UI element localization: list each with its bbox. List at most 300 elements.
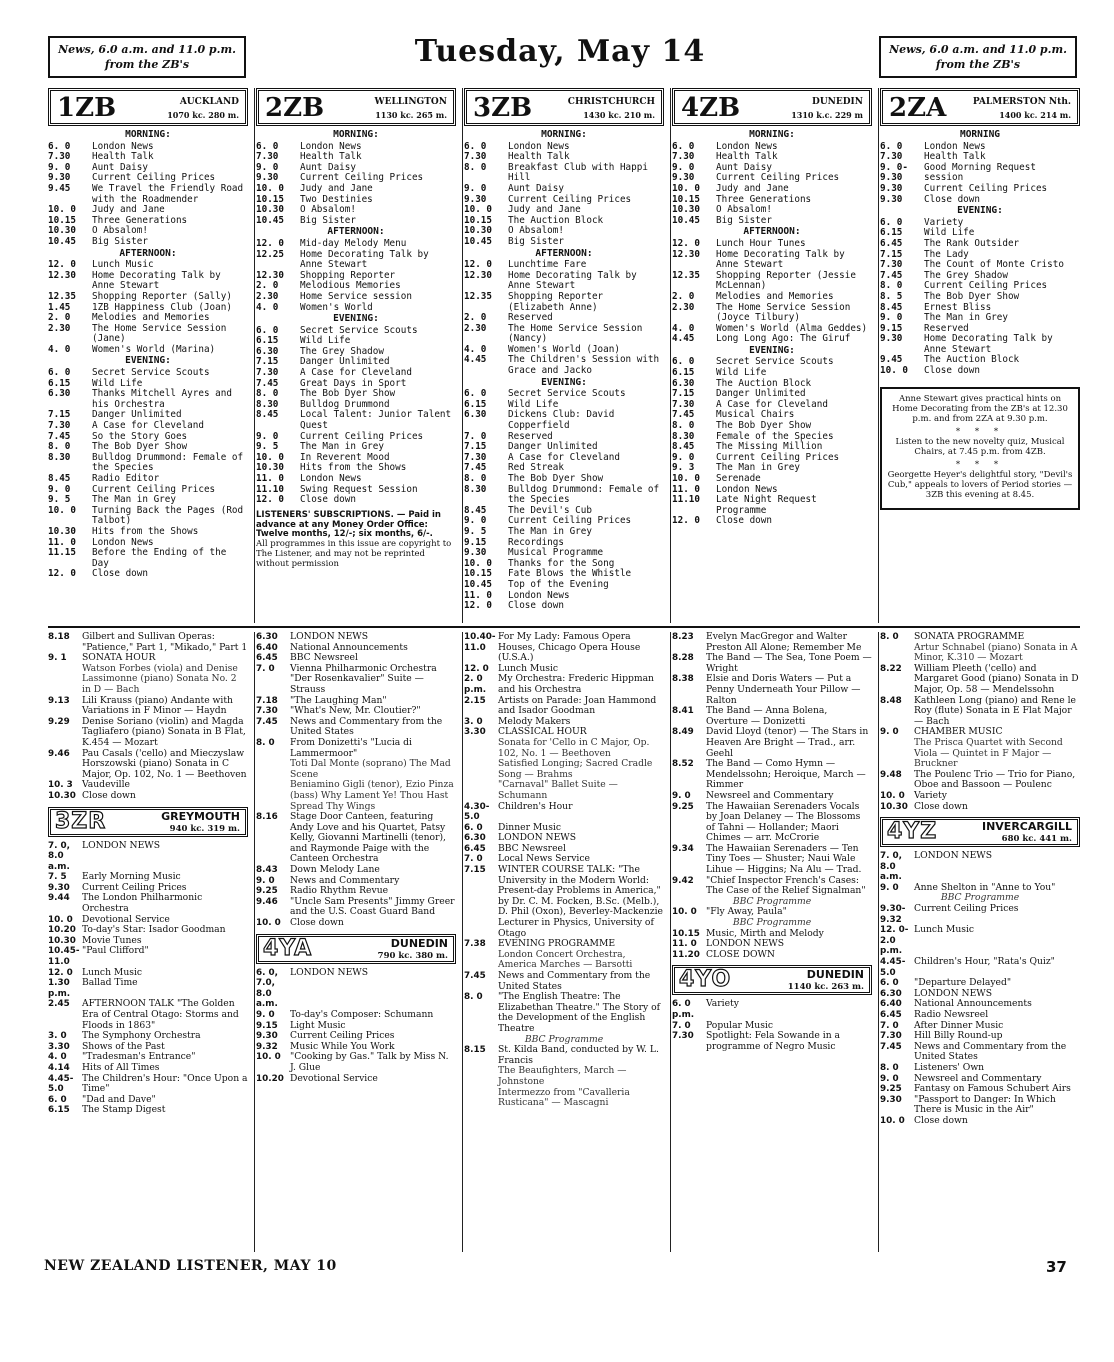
- programme-title: Ernest Bliss: [924, 301, 992, 313]
- bottom-column-3: [464, 632, 664, 1252]
- programme-title: Anne Shelton in "Anne to You": [914, 881, 1056, 893]
- programme-time: 11. 0: [256, 473, 284, 484]
- programme-time: 9.44: [48, 893, 70, 904]
- programme-entry: [256, 205, 456, 216]
- programme-entry: [48, 1074, 248, 1095]
- programme-title: Breakfast Club with Happi Hill: [508, 161, 648, 184]
- programme-entry: [48, 946, 248, 967]
- promo-text: Georgette Heyer's delightful story, "Devil's Cub," appeals to lovers of Period stories — 3ZB this evening at 8.45.: [887, 469, 1073, 500]
- programme-time: 7. 0: [464, 430, 487, 442]
- programme-entry: [880, 696, 1080, 728]
- programme-title: News and Commentary from the United States: [914, 1040, 1067, 1063]
- programme-time: 9.30-9.32: [880, 904, 906, 925]
- programme-title: LONDON NEWS: [498, 832, 577, 844]
- programme-entry: [464, 971, 664, 992]
- programme-entry: [48, 368, 248, 379]
- programme-detail: Artur Schnabel (piano) Sonata in A Minor, K.310 — Mozart: [914, 641, 1078, 664]
- programme-time: 10. 0: [48, 914, 73, 925]
- programme-title: Vaudeville: [82, 779, 130, 791]
- programme-title: Radio Editor: [92, 473, 160, 484]
- programme-time: 12. 0: [464, 259, 492, 271]
- programme-time: 6.40: [256, 642, 278, 653]
- programme-time: 10.15: [464, 568, 492, 580]
- programme-title: Big Sister: [716, 214, 772, 226]
- programme-time: 10.30: [256, 462, 284, 474]
- programme-time: 7.15: [464, 865, 486, 876]
- programme-time: 4.45-5.0: [880, 957, 906, 978]
- programme-time: 6. 0: [672, 356, 695, 368]
- programme-time: 10. 0: [464, 557, 492, 569]
- programme-title: The Children's Session with Grace and Jacko: [508, 354, 660, 377]
- promo-text: Anne Stewart gives practical hints on Home Decorating from the ZB's at 12.30 p.m. and from 2ZA at 9.30 p.m.: [892, 393, 1068, 424]
- programme-title: For My Lady: Famous Opera Houses, Chicago Opera House (U.S.A.): [498, 632, 641, 664]
- station-call-sign: 3ZB: [473, 93, 533, 123]
- programme-title: The London Philharmonic Orchestra: [82, 892, 203, 915]
- programme-time: 8.18: [48, 632, 70, 642]
- programme-time: 6.45: [464, 843, 486, 854]
- programme-title: Musical Chairs: [716, 409, 795, 421]
- programme-time: 7. 0: [464, 854, 483, 865]
- programme-detail: Beniamino Gigli (tenor), Ezio Pinza (bass) Why Lament Ye! Thou Hast Spread Thy Wings: [290, 779, 454, 812]
- programme-time: 8.38: [672, 674, 694, 685]
- programme-title: Lunchtime Fare: [508, 259, 587, 271]
- programme-time: 9. 0: [256, 161, 279, 173]
- programme-time: 9.45: [880, 354, 903, 366]
- programme-entry: [48, 791, 248, 802]
- programme-title: AFTERNOON TALK "The Golden Era of Central Otago: Storms and Floods in 1863": [82, 998, 239, 1031]
- programme-title: Home Decorating Talk by Anne Stewart: [924, 333, 1053, 355]
- programme-title: Local News Service: [498, 853, 590, 865]
- programme-title: The Grey Shadow: [924, 269, 1008, 281]
- programme-time: 6.30: [256, 632, 278, 642]
- news-notice-line1: News, 6.0 a.m. and 11.0 p.m.: [889, 43, 1067, 56]
- programme-entry: [672, 674, 872, 706]
- programme-detail: Toti Dal Monte (soprano) The Mad Scene: [290, 758, 451, 780]
- programme-entry: [880, 195, 1080, 206]
- programme-entry: [256, 485, 456, 496]
- programme-time: 10.30: [48, 935, 76, 946]
- section-heading: MORNING: [959, 129, 1001, 140]
- column-divider: [462, 88, 463, 623]
- programme-title: Three Generations: [92, 214, 188, 226]
- programme-title: Variety: [924, 216, 964, 228]
- programme-entry: [880, 239, 1080, 250]
- programme-time: 8.30: [48, 451, 71, 463]
- programme-title: Great Days in Sport: [300, 377, 407, 389]
- programme-entry: [464, 474, 664, 485]
- programme-title: Current Ceiling Prices: [290, 1030, 395, 1042]
- programme-title: The Bob Dyer Show: [716, 420, 812, 432]
- programme-entry: [880, 184, 1080, 195]
- programme-title: St. Kilda Band, conducted by W. L. Francis: [498, 1044, 659, 1066]
- programme-title: Bulldog Drummond: Female of the Species: [92, 451, 244, 474]
- programme-time: 9.30: [880, 193, 903, 205]
- bottom-column-4: [672, 632, 872, 1252]
- programme-title: Wild Life: [92, 377, 143, 389]
- station-call-sign: 1ZB: [57, 93, 117, 123]
- programme-time: 6. 0: [256, 140, 279, 152]
- programme-entry: [256, 664, 456, 696]
- programme-title: Danger Unlimited: [92, 409, 182, 421]
- column-divider: [878, 88, 879, 623]
- programme-time: 12. 0-2.0 p.m.: [880, 925, 909, 957]
- programme-title: Secret Service Scouts: [300, 324, 418, 336]
- programme-title: Evelyn MacGregor and Walter Preston All Alone; Remember Me: [706, 632, 862, 653]
- programme-entry: [672, 759, 872, 791]
- programme-entry: [880, 1116, 1080, 1127]
- programme-time: 9.25: [672, 801, 694, 812]
- programme-time: 4. 0: [464, 343, 487, 355]
- programme-entry: [48, 237, 248, 248]
- programme-time: 7. 0, 8.0 a.m.: [48, 840, 70, 872]
- programme-time: 10. 0: [256, 1052, 281, 1063]
- programme-time: 12. 0: [256, 494, 284, 506]
- programme-title: Popular Music: [706, 1019, 773, 1031]
- section-heading: AFTERNOON:: [119, 247, 177, 259]
- programme-time: 1.45: [48, 301, 71, 313]
- programme-entry: [672, 250, 872, 271]
- programme-title: Aunt Daisy: [716, 161, 772, 173]
- programme-time: 10. 0: [256, 182, 284, 194]
- programme-entry: [672, 999, 872, 1020]
- programme-time: 9.32: [256, 1041, 278, 1052]
- programme-time: 8.52: [672, 759, 694, 770]
- programme-title: News and Commentary: [290, 874, 400, 886]
- programme-entry: [48, 474, 248, 485]
- programme-title: The Children's Hour: "Once Upon a Time": [82, 1072, 248, 1095]
- programme-time: 10.30: [464, 225, 492, 237]
- programme-title: LONDON NEWS: [914, 987, 993, 999]
- section-heading: AFTERNOON:: [327, 226, 385, 238]
- column-divider: [670, 88, 671, 623]
- programme-title: Close down: [82, 789, 136, 801]
- programme-entry: [48, 292, 248, 303]
- programme-time: 6. 0: [464, 140, 487, 152]
- programme-title: Listeners' Own: [914, 1061, 985, 1073]
- programme-time: 2.15: [464, 695, 486, 706]
- programme-title: CLASSICAL HOUR: [498, 726, 587, 738]
- programme-time: 10.15: [464, 214, 492, 226]
- programme-entry: [256, 239, 456, 250]
- programme-time: 8.45: [256, 409, 279, 421]
- programme-title: "Cooking by Gas." Talk by Miss N. J. Glue: [290, 1051, 449, 1073]
- programme-title: Denise Soriano (violin) and Magda Tagliafero (piano) Sonata in B Flat, K.454 — Mozart: [82, 715, 246, 748]
- programme-time: 7.30: [48, 151, 71, 163]
- programme-time: 8. 0: [880, 632, 899, 642]
- programme-time: 9. 5: [464, 525, 487, 537]
- programme-title: Lunch Music: [82, 966, 143, 978]
- separator-stars: * * *: [955, 459, 1005, 470]
- programme-time: 11.20: [672, 949, 700, 960]
- programme-detail: The Beaufighters, March — Johnstone: [498, 1065, 627, 1087]
- programme-title: The Bob Dyer Show: [924, 290, 1020, 302]
- programme-time: 7.30: [880, 1031, 902, 1042]
- station-column-3zb: [464, 88, 664, 623]
- programme-title: Shows of the Past: [82, 1040, 165, 1052]
- programme-title: Danger Unlimited: [300, 356, 390, 368]
- programme-time: 10. 0: [464, 204, 492, 216]
- programme-time: 9. 0: [672, 451, 695, 463]
- section-heading: MORNING:: [125, 129, 171, 140]
- programme-entry: [880, 632, 1080, 643]
- programme-time: 12.30: [464, 269, 492, 281]
- programme-title: Gilbert and Sullivan Operas: "Patience," Part 1, "Mikado," Part 1: [82, 632, 248, 653]
- programme-title: Newsreel and Commentary: [914, 1072, 1042, 1084]
- programme-entry: [256, 326, 456, 337]
- programme-title: The Hawaiian Serenaders — Ten Tiny Toes — Shuster; Naui Wale Lihue — Higgins; Na Alu — Trad.: [706, 842, 862, 876]
- programme-time: 2. 0: [48, 312, 71, 324]
- column-divider: [670, 632, 671, 1252]
- programme-entry: [256, 717, 456, 738]
- programme-entry: [672, 791, 872, 802]
- programme-entry: [672, 632, 872, 653]
- programme-time: 9.15: [464, 536, 487, 548]
- programme-entry: [256, 474, 456, 485]
- programme-time: 10.30: [48, 225, 76, 237]
- programme-title: Music, Mirth and Melody: [706, 927, 824, 939]
- programme-title: Pau Casals ('cello) and Mieczyslaw Horszowski (piano) Sonata in C Major, Op. 102, No. 1 — Beethoven: [82, 747, 247, 780]
- programme-time: 9. 0: [672, 790, 691, 801]
- programme-title: Lunch Music: [498, 662, 559, 674]
- programme-entry: [672, 292, 872, 303]
- programme-title: Variety: [706, 998, 739, 1010]
- programme-time: 8.16: [256, 812, 278, 823]
- programme-title: Secret Service Scouts: [716, 356, 834, 368]
- programme-title: Two Destinies: [300, 193, 373, 205]
- programme-time: 9. 0: [256, 1010, 275, 1020]
- programme-title: Reserved: [508, 430, 553, 442]
- programme-time: 9. 0: [672, 161, 695, 173]
- programme-time: 7.30: [672, 398, 695, 410]
- programme-title: The Bob Dyer Show: [300, 388, 396, 400]
- programme-entry: [464, 237, 664, 248]
- programme-time: 6. 0: [464, 822, 483, 833]
- programme-time: 6.30: [48, 388, 71, 400]
- programme-title: Aunt Daisy: [92, 161, 148, 173]
- programme-entry: [672, 495, 872, 516]
- programme-time: 9.42: [672, 875, 694, 886]
- programme-title: Close down: [716, 515, 772, 527]
- programme-credit: BBC Programme: [732, 895, 812, 907]
- programme-title: Fantasy on Famous Schubert Airs: [914, 1083, 1071, 1095]
- programme-entry: [48, 749, 248, 781]
- programme-title: From Donizetti's "Lucia di Lammermoor": [290, 736, 412, 759]
- programme-entry: [256, 216, 456, 227]
- column-divider: [254, 88, 255, 623]
- programme-title: Ballad Time: [82, 977, 138, 989]
- programme-time: 6.30: [672, 377, 695, 389]
- programme-title: The Grey Shadow: [300, 345, 384, 357]
- programme-time: 12.30: [672, 248, 700, 260]
- programme-entry: [880, 1095, 1080, 1116]
- programme-time: 8. 0: [256, 388, 279, 400]
- programme-time: 9.45: [48, 182, 71, 194]
- programme-title: Current Ceiling Prices: [300, 430, 424, 442]
- programme-title: Close down: [914, 1114, 968, 1126]
- programme-time: 9.30: [48, 882, 70, 893]
- programme-time: 12. 0: [48, 259, 76, 271]
- programme-title: Current Ceiling Prices: [300, 172, 424, 184]
- programme-entry: [464, 485, 664, 506]
- programme-title: Aunt Daisy: [508, 182, 564, 194]
- programme-entry: [464, 355, 664, 376]
- programme-title: Current Ceiling Prices: [914, 903, 1019, 915]
- programme-title: Close down: [924, 193, 980, 205]
- programme-entry: [672, 184, 872, 195]
- station-column-4zb: [672, 88, 872, 623]
- programme-title: Mid-day Melody Menu: [300, 237, 407, 249]
- programme-entry: [464, 184, 664, 195]
- programme-time: 9.30: [672, 172, 695, 184]
- station-call-sign: 4ZB: [681, 93, 741, 123]
- programme-time: 2.45: [48, 999, 70, 1010]
- programme-title: Reserved: [508, 312, 553, 324]
- column-divider: [462, 632, 463, 1252]
- programme-time: 8. 0: [464, 161, 487, 173]
- programme-time: 7. 0, 8.0 a.m.: [880, 851, 902, 883]
- programme-time: 10.30: [880, 801, 908, 812]
- programme-entry: [672, 727, 872, 759]
- programme-credit: BBC Programme: [524, 1033, 604, 1045]
- programme-title: The Auction Block: [716, 377, 812, 389]
- programme-time: 8.49: [672, 727, 694, 738]
- programme-title: O Absalom!: [300, 204, 356, 216]
- station-call-sign: 2ZA: [889, 93, 947, 123]
- programme-time: 6.40: [880, 999, 902, 1010]
- station-city: INVERCARGILL: [982, 820, 1072, 834]
- programme-time: 8. 0: [464, 992, 483, 1003]
- programme-title: The Devil's Cub: [508, 504, 592, 516]
- programme-title: William Pleeth ('cello) and Margaret Good (piano) Sonata in D Major, Op. 58 — Mendelssohn: [914, 662, 1079, 695]
- programme-entry: [48, 184, 248, 205]
- station-frequency: 940 kc. 319 m.: [169, 823, 240, 834]
- programme-time: 7.30: [672, 1031, 694, 1042]
- programme-title: "Departure Delayed": [914, 977, 1012, 989]
- section-heading: EVENING:: [541, 376, 587, 388]
- copyright-notice: All programmes in this issue are copyright to The Listener, and may not be reprinted without permission: [256, 539, 452, 569]
- programme-title: O Absalom!: [508, 225, 564, 237]
- programme-time: 9. 0: [256, 875, 275, 886]
- station-frequency: 1070 kc. 280 m.: [167, 110, 239, 120]
- column-divider: [878, 632, 879, 1252]
- programme-time: 10. 0: [880, 365, 908, 377]
- programme-time: 11.15: [48, 547, 76, 559]
- programme-time: 9.15: [256, 1020, 278, 1031]
- programme-entry: [48, 925, 248, 936]
- programme-time: 6. 0: [464, 388, 487, 400]
- station-header: [256, 934, 456, 964]
- programme-title: Close down: [508, 600, 564, 612]
- programme-title: The Home Service Session (Joyce Tilbury): [716, 301, 851, 324]
- programme-title: Shopping Reporter (Elizabeth Anne): [508, 290, 604, 313]
- programme-title: "The Laughing Man": [290, 694, 387, 706]
- programme-title: Current Ceiling Prices: [508, 515, 632, 527]
- programme-time: 6.15: [880, 227, 903, 239]
- programme-title: So the Story Goes: [92, 430, 188, 442]
- programme-time: 6.30: [464, 409, 487, 421]
- programme-title: Reserved: [924, 322, 969, 334]
- programme-title: Music While You Work: [290, 1040, 395, 1052]
- programme-time: 9.30: [880, 1094, 902, 1105]
- programme-time: 7. 0: [256, 663, 275, 674]
- programme-time: 9. 1: [48, 653, 67, 664]
- programme-title: Down Melody Lane: [290, 864, 380, 876]
- programme-time: 6.45: [880, 1010, 902, 1020]
- programme-title: Health Talk: [300, 151, 362, 163]
- programme-entry: [256, 1052, 456, 1073]
- section-heading: EVENING:: [957, 205, 1003, 217]
- programme-title: Spotlight: Fela Sowande in a programme of Negro Music: [706, 1030, 841, 1052]
- programme-time: 9.30: [256, 1031, 278, 1042]
- programme-title: Women's World (Alma Geddes): [716, 322, 868, 334]
- programme-title: Before the Ending of the Day: [92, 547, 227, 569]
- programme-time: 2. 0 p.m.: [464, 674, 487, 695]
- programme-time: 10. 3: [48, 780, 73, 791]
- programme-title: WINTER COURSE TALK: "The University in the Modern World: Present-day Problems in America," by Dr. C. M. Focken, B.Sc. (Melb.), D. Phil (Oxon), Beverley-Mackenzie Lecturer in Physics, University of Otago: [498, 864, 663, 939]
- programme-title: Big Sister: [508, 235, 564, 247]
- programme-time: 8.41: [672, 706, 694, 717]
- programme-detail: Intermezzo from "Cavalleria Rusticana" — Mascagni: [498, 1086, 630, 1109]
- programme-title: Close down: [914, 800, 968, 812]
- programme-title: Current Ceiling Prices: [716, 451, 840, 463]
- programme-title: Women's World (Marina): [92, 343, 216, 355]
- programme-time: 6.15: [672, 367, 695, 379]
- programme-time: 8.15: [464, 1045, 486, 1056]
- programme-title: O Absalom!: [716, 204, 772, 216]
- programme-entry: [48, 968, 248, 979]
- programme-entry: [672, 802, 872, 844]
- programme-entry: [256, 292, 456, 303]
- programme-time: 4.45: [464, 354, 487, 366]
- station-city: DUNEDIN: [812, 97, 863, 107]
- programme-entry: [464, 410, 664, 431]
- programme-entry: [880, 313, 1080, 324]
- subscription-terms: LISTENERS' SUBSCRIPTIONS. — Paid in advance at any Money Order Office: Twelve months, 12/-; six months, 6/-.: [256, 509, 441, 540]
- section-heading: MORNING:: [749, 129, 795, 140]
- programme-time: 8.23: [672, 632, 694, 642]
- programme-title: The Missing Million: [716, 441, 823, 453]
- programme-time: 10.45: [464, 235, 492, 247]
- programme-title: Melodies and Memories: [92, 312, 210, 324]
- programme-entry: [672, 152, 872, 163]
- programme-entry: [464, 802, 664, 823]
- station-frequency: 1130 kc. 265 m.: [375, 110, 447, 120]
- programme-title: Hill Billy Round-up: [914, 1030, 1003, 1042]
- programme-time: 8.30: [672, 430, 695, 442]
- programme-time: 7. 0: [880, 1020, 899, 1031]
- programme-entry: [256, 918, 456, 929]
- programme-title: Health Talk: [924, 151, 986, 163]
- programme-title: Hits from the Shows: [300, 462, 407, 474]
- programme-entry: [672, 334, 872, 345]
- station-logo: 4YZ: [887, 819, 938, 845]
- programme-entry: [256, 738, 456, 759]
- programme-time: 10.30: [256, 204, 284, 216]
- programme-entry: [464, 601, 664, 612]
- programme-title: Big Sister: [300, 214, 356, 226]
- programme-time: 6.15: [464, 398, 487, 410]
- programme-title: The Man in Grey: [508, 525, 592, 537]
- programme-time: 7.38: [464, 939, 486, 950]
- programme-title: "Fly Away, Paula": [706, 906, 787, 918]
- programme-entry: [464, 453, 664, 464]
- programme-title: National Announcements: [290, 641, 408, 653]
- programme-entry: [256, 410, 456, 431]
- programme-title: LONDON NEWS: [290, 632, 369, 642]
- programme-time: 10.45: [256, 214, 284, 226]
- programme-time: 2.30: [672, 301, 695, 313]
- programme-entry: [256, 1074, 456, 1085]
